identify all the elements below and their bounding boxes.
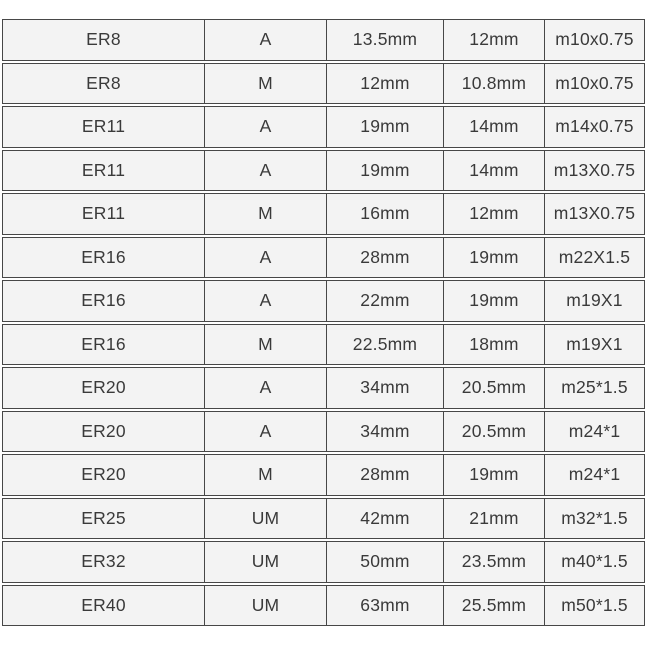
cell-type: A: [204, 411, 327, 453]
table-row: [2, 324, 645, 366]
cell-thread: m14x0.75: [544, 106, 645, 148]
cell-type: M: [204, 454, 327, 496]
table-row: [2, 541, 645, 583]
cell-thread: m25*1.5: [544, 367, 645, 409]
table-row: [2, 106, 645, 148]
cell-series: ER11: [2, 150, 205, 192]
cell-size-b: 14mm: [443, 106, 545, 148]
cell-type: A: [204, 280, 327, 322]
cell-size-b: 20.5mm: [443, 367, 545, 409]
cell-series: ER20: [2, 367, 205, 409]
table-row: [2, 63, 645, 105]
cell-series: ER20: [2, 411, 205, 453]
cell-series: ER16: [2, 280, 205, 322]
cell-size-b: 25.5mm: [443, 585, 545, 627]
cell-size-a: 16mm: [326, 193, 444, 235]
cell-series: ER16: [2, 324, 205, 366]
table-row: [2, 411, 645, 453]
cell-type: UM: [204, 498, 327, 540]
cell-size-b: 18mm: [443, 324, 545, 366]
cell-size-a: 22.5mm: [326, 324, 444, 366]
cell-thread: m13X0.75: [544, 193, 645, 235]
collet-spec-table: [2, 19, 645, 628]
cell-size-a: 22mm: [326, 280, 444, 322]
cell-series: ER40: [2, 585, 205, 627]
cell-thread: m24*1: [544, 411, 645, 453]
cell-size-b: 19mm: [443, 454, 545, 496]
cell-thread: m24*1: [544, 454, 645, 496]
table-row: [2, 280, 645, 322]
cell-thread: m10x0.75: [544, 63, 645, 105]
cell-series: ER11: [2, 193, 205, 235]
cell-size-a: 42mm: [326, 498, 444, 540]
cell-series: ER20: [2, 454, 205, 496]
cell-size-b: 20.5mm: [443, 411, 545, 453]
cell-thread: m10x0.75: [544, 19, 645, 61]
cell-size-a: 13.5mm: [326, 19, 444, 61]
table-row: [2, 498, 645, 540]
cell-series: ER25: [2, 498, 205, 540]
cell-series: ER8: [2, 19, 205, 61]
cell-size-a: 28mm: [326, 454, 444, 496]
table-row: [2, 19, 645, 61]
cell-size-b: 10.8mm: [443, 63, 545, 105]
cell-size-a: 50mm: [326, 541, 444, 583]
table-row: [2, 367, 645, 409]
cell-type: A: [204, 106, 327, 148]
cell-type: A: [204, 367, 327, 409]
cell-type: A: [204, 19, 327, 61]
cell-size-b: 12mm: [443, 193, 545, 235]
cell-series: ER32: [2, 541, 205, 583]
cell-size-b: 12mm: [443, 19, 545, 61]
cell-size-a: 63mm: [326, 585, 444, 627]
cell-size-b: 23.5mm: [443, 541, 545, 583]
cell-type: M: [204, 63, 327, 105]
cell-size-b: 19mm: [443, 280, 545, 322]
table-row: [2, 454, 645, 496]
cell-thread: m22X1.5: [544, 237, 645, 279]
cell-size-a: 34mm: [326, 411, 444, 453]
table-row: [2, 150, 645, 192]
cell-thread: m19X1: [544, 280, 645, 322]
cell-size-a: 28mm: [326, 237, 444, 279]
cell-thread: m50*1.5: [544, 585, 645, 627]
cell-size-b: 19mm: [443, 237, 545, 279]
cell-size-b: 21mm: [443, 498, 545, 540]
cell-type: M: [204, 193, 327, 235]
cell-type: A: [204, 237, 327, 279]
cell-type: UM: [204, 541, 327, 583]
cell-size-a: 34mm: [326, 367, 444, 409]
cell-series: ER8: [2, 63, 205, 105]
cell-size-b: 14mm: [443, 150, 545, 192]
cell-thread: m40*1.5: [544, 541, 645, 583]
cell-thread: m13X0.75: [544, 150, 645, 192]
cell-size-a: 19mm: [326, 150, 444, 192]
cell-type: M: [204, 324, 327, 366]
table-row: [2, 237, 645, 279]
cell-type: A: [204, 150, 327, 192]
cell-type: UM: [204, 585, 327, 627]
cell-size-a: 19mm: [326, 106, 444, 148]
table-row: [2, 193, 645, 235]
cell-thread: m32*1.5: [544, 498, 645, 540]
cell-series: ER16: [2, 237, 205, 279]
cell-thread: m19X1: [544, 324, 645, 366]
cell-size-a: 12mm: [326, 63, 444, 105]
table-row: [2, 585, 645, 627]
cell-series: ER11: [2, 106, 205, 148]
